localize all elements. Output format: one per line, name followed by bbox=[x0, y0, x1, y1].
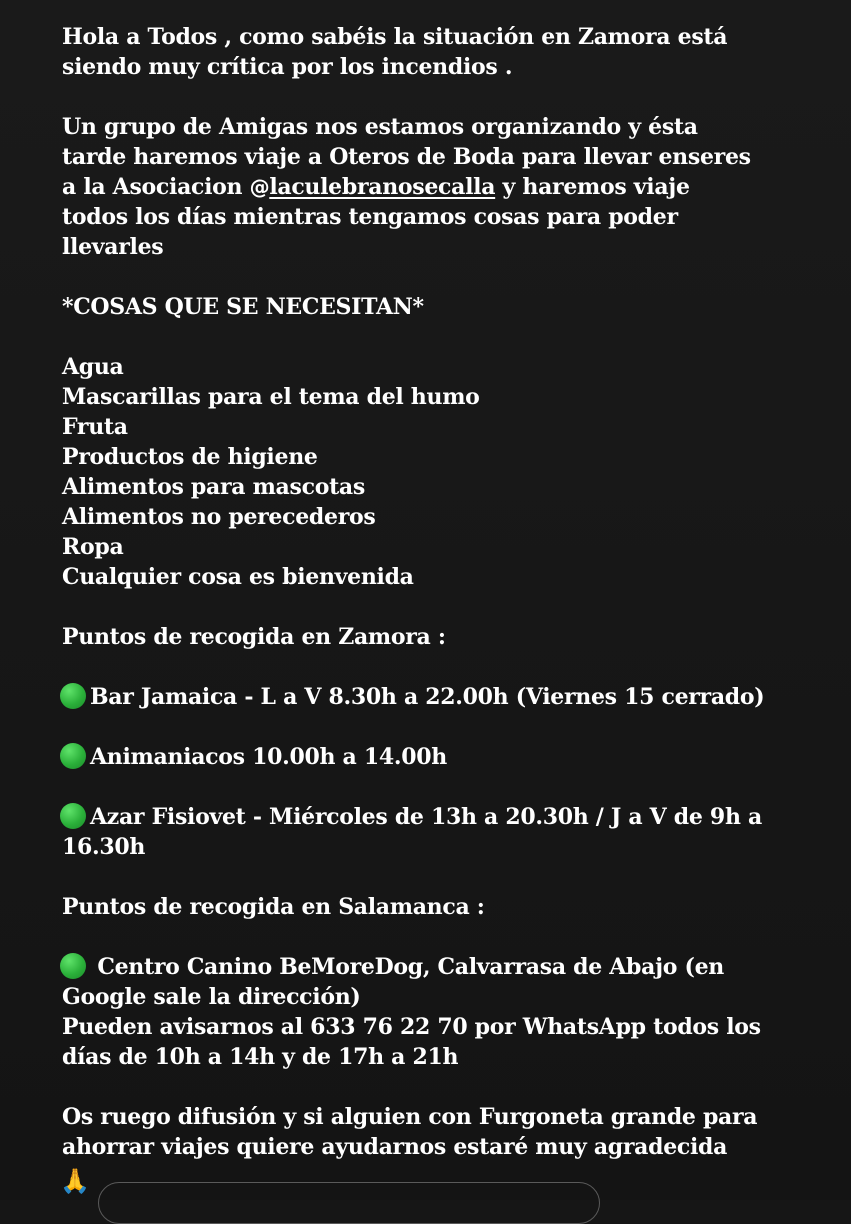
need-item: Fruta bbox=[62, 414, 128, 440]
text-line: tarde haremos viaje a Oteros de Boda para llevar enseres bbox=[62, 144, 751, 170]
salamanca-heading: Puntos de recogida en Salamanca : bbox=[62, 894, 485, 920]
salamanca-point: Centro Canino BeMoreDog, Calvarrasa de Abajo (en bbox=[62, 952, 822, 982]
green-circle-icon bbox=[60, 803, 86, 829]
zamora-heading: Puntos de recogida en Zamora : bbox=[62, 624, 446, 650]
folded-hands-icon: 🙏 bbox=[60, 1167, 90, 1195]
need-item: Alimentos no perecederos bbox=[62, 504, 376, 530]
closing-line: Os ruego difusión y si alguien con Furgoneta grande para bbox=[62, 1104, 758, 1130]
text-line: todos los días mientras tengamos cosas para poder bbox=[62, 204, 678, 230]
need-item: Productos de higiene bbox=[62, 444, 318, 470]
needs-heading: *COSAS QUE SE NECESITAN* bbox=[62, 294, 424, 320]
need-item: Cualquier cosa es bienvenida bbox=[62, 564, 414, 590]
text-line: Google sale la dirección) bbox=[62, 984, 361, 1010]
green-circle-icon bbox=[60, 743, 86, 769]
text-fragment: y haremos viaje bbox=[495, 174, 690, 200]
need-item: Mascarillas para el tema del humo bbox=[62, 384, 480, 410]
text-line: Hola a Todos , como sabéis la situación en Zamora está bbox=[62, 24, 728, 50]
zamora-point-animaniacos: Animaniacos 10.00h a 14.00h bbox=[62, 742, 822, 772]
need-item: Alimentos para mascotas bbox=[62, 474, 365, 500]
zamora-point-azar-fisiovet: Azar Fisiovet - Miércoles de 13h a 20.30h / J a V de 9h a bbox=[62, 802, 822, 832]
text-line: días de 10h a 14h y de 17h a 21h bbox=[62, 1044, 459, 1070]
text-line: Pueden avisarnos al 633 76 22 70 por WhatsApp todos los bbox=[62, 1014, 761, 1040]
text-line: 16.30h bbox=[62, 834, 146, 860]
threads-at-icon: @ bbox=[249, 175, 270, 199]
green-circle-icon bbox=[60, 683, 86, 709]
text-line: Un grupo de Amigas nos estamos organizando y ésta bbox=[62, 114, 698, 140]
mention-link[interactable] bbox=[250, 174, 496, 200]
closing-line: ahorrar viajes quiere ayudarnos estaré muy agradecida bbox=[62, 1134, 728, 1160]
text-line-with-mention bbox=[62, 172, 822, 202]
zamora-point-bar-jamaica: Bar Jamaica - L a V 8.30h a 22.00h (Viernes 15 cerrado) bbox=[62, 682, 822, 712]
story-text bbox=[62, 22, 822, 1162]
green-circle-icon bbox=[60, 953, 86, 979]
text-fragment: a la Asociacion bbox=[62, 174, 250, 200]
reply-input[interactable] bbox=[98, 1182, 600, 1224]
mention-handle[interactable]: laculebranosecalla bbox=[269, 174, 496, 200]
text-line: siendo muy crítica por los incendios . bbox=[62, 54, 513, 80]
text-line: llevarles bbox=[62, 234, 164, 260]
need-item: Agua bbox=[62, 354, 124, 380]
need-item: Ropa bbox=[62, 534, 124, 560]
